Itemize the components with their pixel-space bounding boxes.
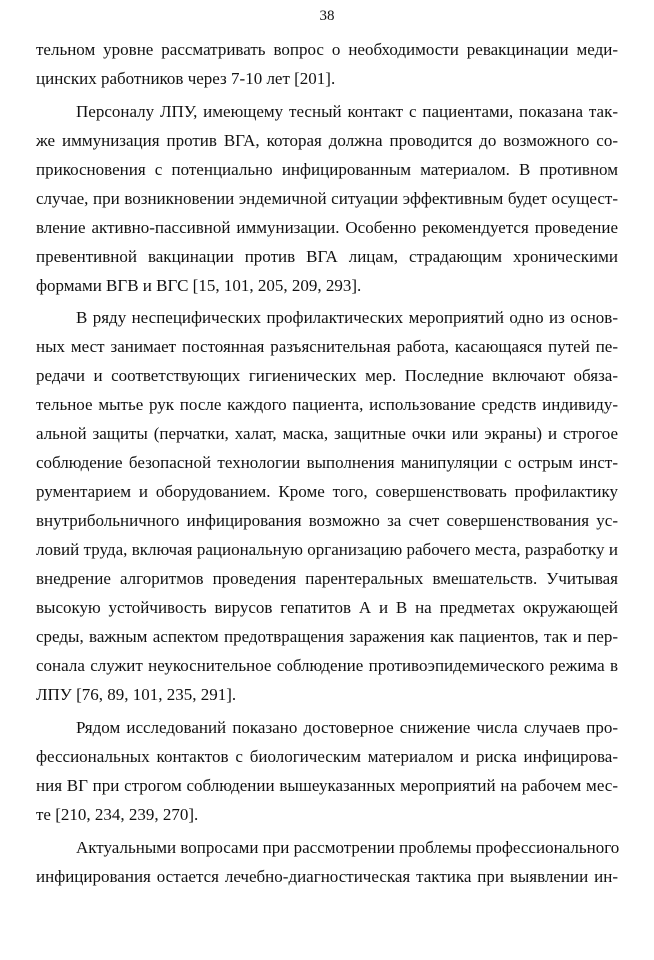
text-line: Персоналу ЛПУ, имеющему тесный контакт с пациентами, показана так- [76, 102, 618, 121]
text-line: тельном уровне рассматривать вопрос о необходимости ревакцинации меди- [36, 40, 618, 59]
text-line: фессиональных контактов с биологическим материалом и риска инфицирова- [36, 747, 618, 766]
text-line: альной защиты (перчатки, халат, маска, защитные очки или экраны) и строгое [36, 424, 618, 443]
text-line: сонала служит неукоснительное соблюдение противоэпидемического режима в [36, 656, 618, 675]
text-line: прикосновения с потенциально инфицированным материалом. В противном [36, 160, 618, 179]
text-line: ЛПУ [76, 89, 101, 235, 291]. [36, 685, 237, 704]
page-number: 38 [319, 8, 335, 24]
text-line: внутрибольничного инфицирования возможно за счет совершенствования ус- [36, 511, 618, 530]
text-line: тельное мытье рук после каждого пациента, использование средств индивиду- [36, 395, 618, 414]
text-line: рументарием и оборудованием. Кроме того, совершенствовать профилактику [36, 482, 618, 501]
text-line: Актуальными вопросами при рассмотрении проблемы профессионального [76, 838, 620, 857]
text-line: же иммунизация против ВГА, которая должна проводится до возможного со- [36, 131, 618, 150]
text-line: те [210, 234, 239, 270]. [36, 805, 199, 824]
text-line: высокую устойчивость вирусов гепатитов А и В на предметах окружающей [36, 598, 618, 617]
text-line: формами ВГВ и ВГС [15, 101, 205, 209, 293]. [36, 276, 362, 295]
text-line: ных мест занимает постоянная разъяснительная работа, касающаяся путей пе- [36, 337, 618, 356]
text-line: случае, при возникновении эндемичной ситуации эффективным будет осущест- [36, 189, 618, 208]
text-line: редачи и соответствующих гигиенических мер. Последние включают обяза- [36, 366, 618, 385]
text-line: В ряду неспецифических профилактических мероприятий одно из основ- [76, 308, 618, 327]
text-line: среды, важным аспектом предотвращения заражения как пациентов, так и пер- [36, 627, 618, 646]
text-line: превентивной вакцинации против ВГА лицам, страдающим хроническими [36, 247, 618, 266]
text-line: инфицирования остается лечебно-диагностическая тактика при выявлении ин- [36, 867, 618, 886]
text-line: внедрение алгоритмов проведения парентеральных вмешательств. Учитывая [36, 569, 618, 588]
text-line: соблюдение безопасной технологии выполнения манипуляции с острым инст- [36, 453, 618, 472]
text-line: ловий труда, включая рациональную организацию рабочего места, разработку и [36, 540, 618, 559]
text-line: Рядом исследований показано достоверное снижение числа случаев про- [76, 718, 618, 737]
text-line: ния ВГ при строгом соблюдении вышеуказанных мероприятий на рабочем мес- [36, 776, 618, 795]
text-line: цинских работников через 7-10 лет [201]. [36, 69, 336, 88]
text-line: вление активно-пассивной иммунизации. Особенно рекомендуется проведение [36, 218, 618, 237]
